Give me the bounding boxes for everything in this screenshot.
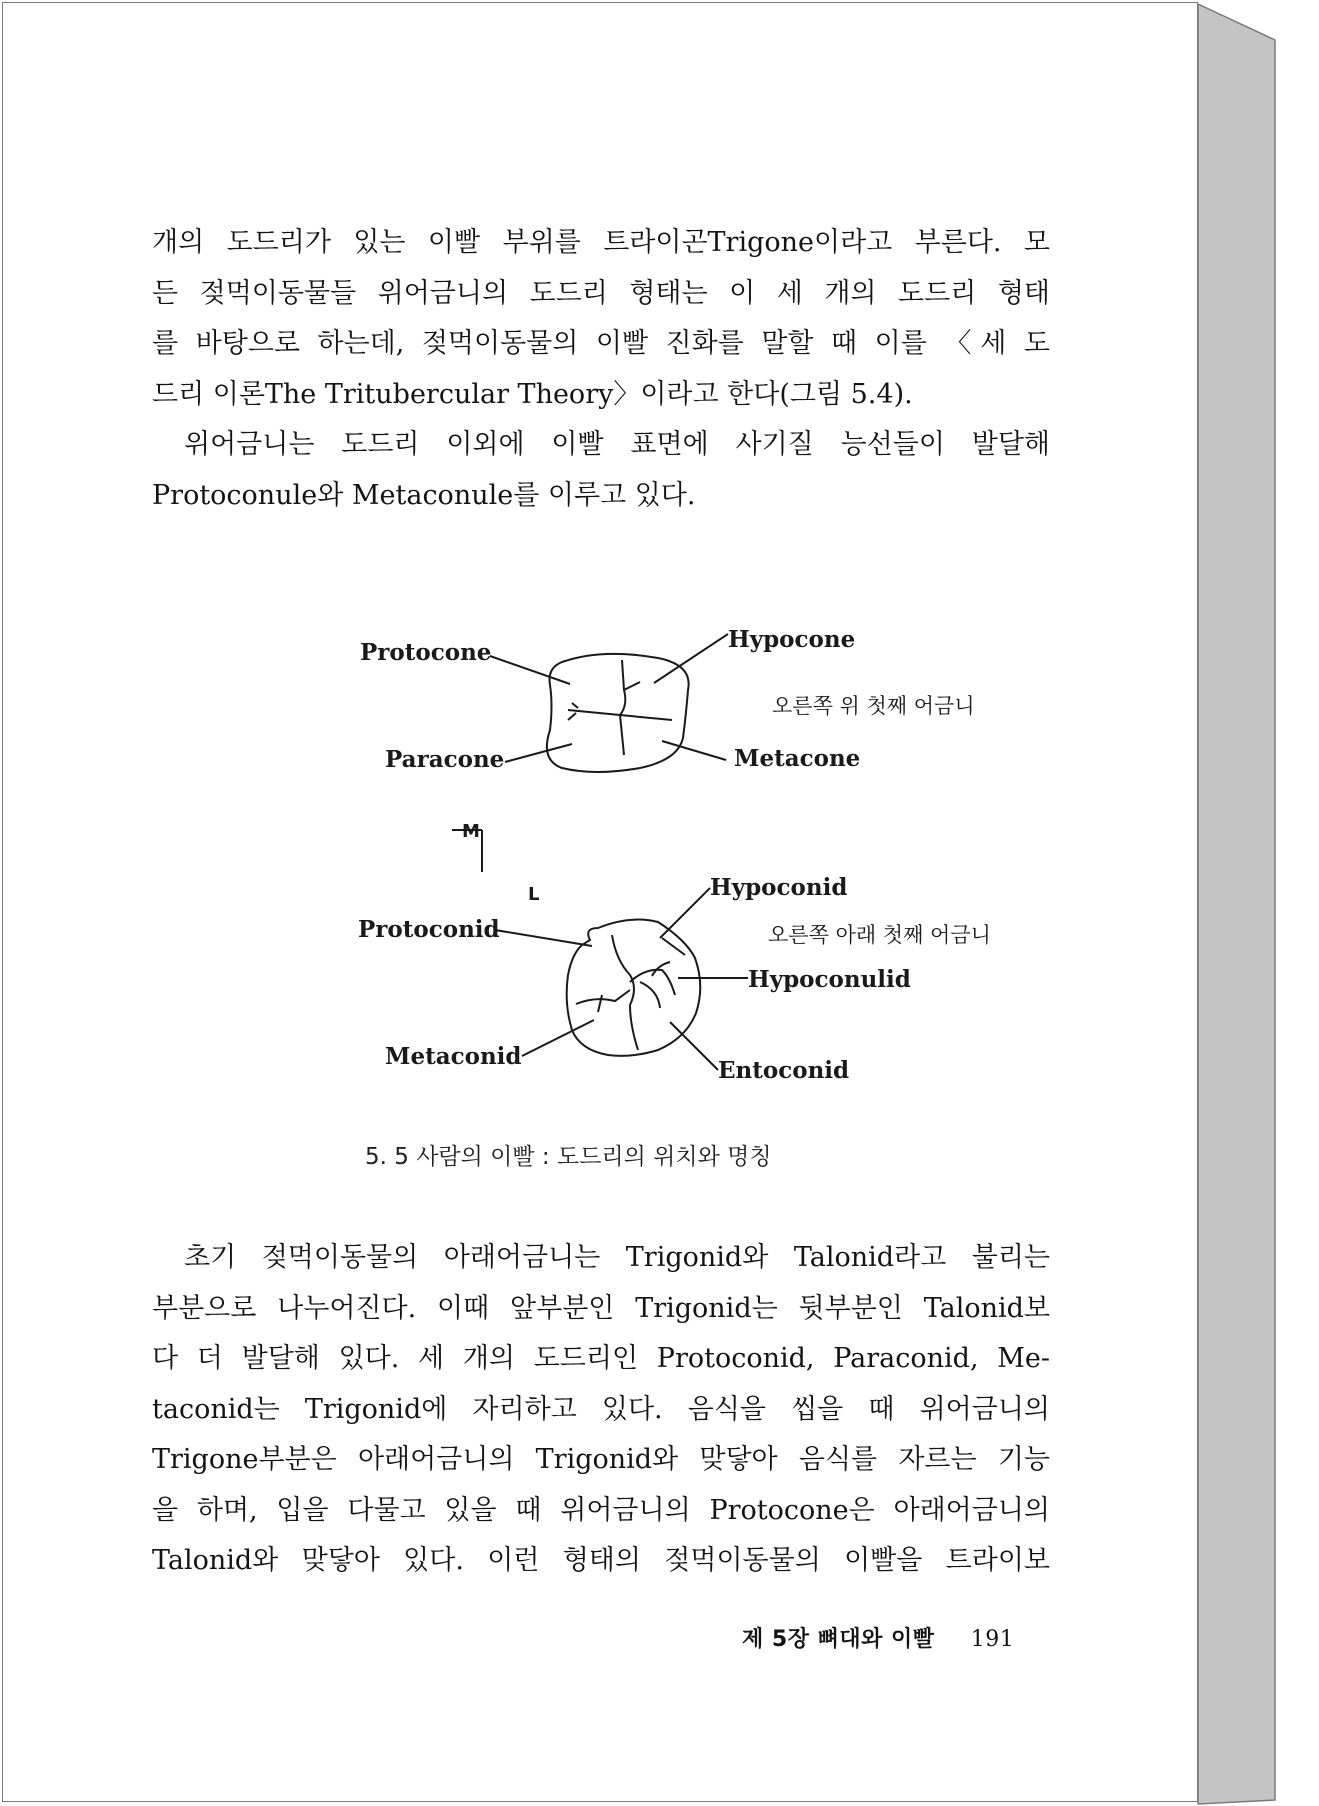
paragraph-trigone	[152, 218, 1050, 521]
text-line: 위어금니는 도드리 이외에 이빨 표면에 사기질 능선들이 발달해	[184, 429, 1050, 460]
text-line: 개의 도드리가 있는 이빨 부위를 트라이곤Trigone이라고 부른다. 모	[152, 227, 1050, 258]
label-entoconid: Entoconid	[718, 1057, 850, 1084]
label-lower-tooth-name: 오른쪽 아래 첫째 어금니	[768, 923, 991, 947]
text-line: 부분으로 나누어진다. 이때 앞부분인 Trigonid는 뒷부분인 Talonid보	[152, 1292, 1050, 1324]
leader-line	[654, 634, 728, 683]
page-footer	[742, 1622, 1014, 1653]
text-line: taconid는 Trigonid에 자리하고 있다. 음식을 씹을 때 위어금니의	[152, 1393, 1050, 1425]
leader-line	[660, 888, 710, 938]
leader-line	[490, 656, 570, 684]
upper-molar-groove	[620, 660, 625, 755]
lower-molar-groove	[576, 990, 630, 1004]
page-number: 191	[970, 1627, 1015, 1652]
label-upper-tooth-name: 오른쪽 위 첫째 어금니	[772, 694, 975, 718]
label-hypocone: Hypocone	[728, 626, 856, 653]
label-metacone: Metacone	[734, 745, 861, 772]
label-metaconid: Metaconid	[385, 1043, 522, 1070]
orientation-l: L	[528, 884, 540, 905]
text-line: 초기 젖먹이동물의 아래어금니는 Trigonid와 Talonid라고 불리는	[184, 1242, 1050, 1273]
text-line: Trigone부분은 아래어금니의 Trigonid와 맞닿아 음식를 자르는 기능	[152, 1444, 1050, 1475]
leader-line	[495, 930, 592, 946]
orientation-m: M	[462, 821, 480, 842]
text-line: 를 바탕으로 하는데, 젖먹이동물의 이빨 진화를 말할 때 이를 〈세 도	[152, 328, 1050, 359]
label-protoconid: Protoconid	[358, 916, 500, 943]
text-line: Protoconule와 Metaconule를 이루고 있다.	[152, 479, 696, 511]
leader-line	[522, 1020, 594, 1056]
figure-caption: 5. 5 사람의 이빨 : 도드리의 위치와 명칭	[365, 1144, 772, 1170]
upper-molar-outline	[547, 654, 689, 772]
label-hypoconid: Hypoconid	[710, 874, 848, 901]
leader-line	[662, 741, 726, 760]
text-line: 다 더 발달해 있다. 세 개의 도드리인 Protoconid, Paraconid, Me-	[152, 1343, 1050, 1374]
text-line: 드리 이론The Tritubercular Theory〉이라고 한다(그림 5.4).	[152, 378, 913, 410]
leader-line	[670, 1022, 718, 1070]
label-protocone: Protocone	[360, 639, 492, 666]
label-hypoconulid: Hypoconulid	[748, 966, 911, 993]
label-paracone: Paracone	[385, 746, 505, 773]
chapter-title: 제 5장 뼈대와 이빨	[742, 1627, 935, 1652]
paragraph-trigonid	[152, 1233, 1050, 1587]
molar-cusp-figure	[340, 610, 1060, 1110]
text-line: Talonid와 맞닿아 있다. 이런 형태의 젖먹이동물의 이빨을 트라이보	[152, 1545, 1050, 1576]
text-line: 을 하며, 입을 다물고 있을 때 위어금니의 Protocone은 아래어금니의	[152, 1494, 1050, 1526]
leader-line	[505, 744, 572, 762]
text-line: 든 젖먹이동물들 위어금니의 도드리 형태는 이 세 개의 도드리 형태	[152, 277, 1050, 309]
